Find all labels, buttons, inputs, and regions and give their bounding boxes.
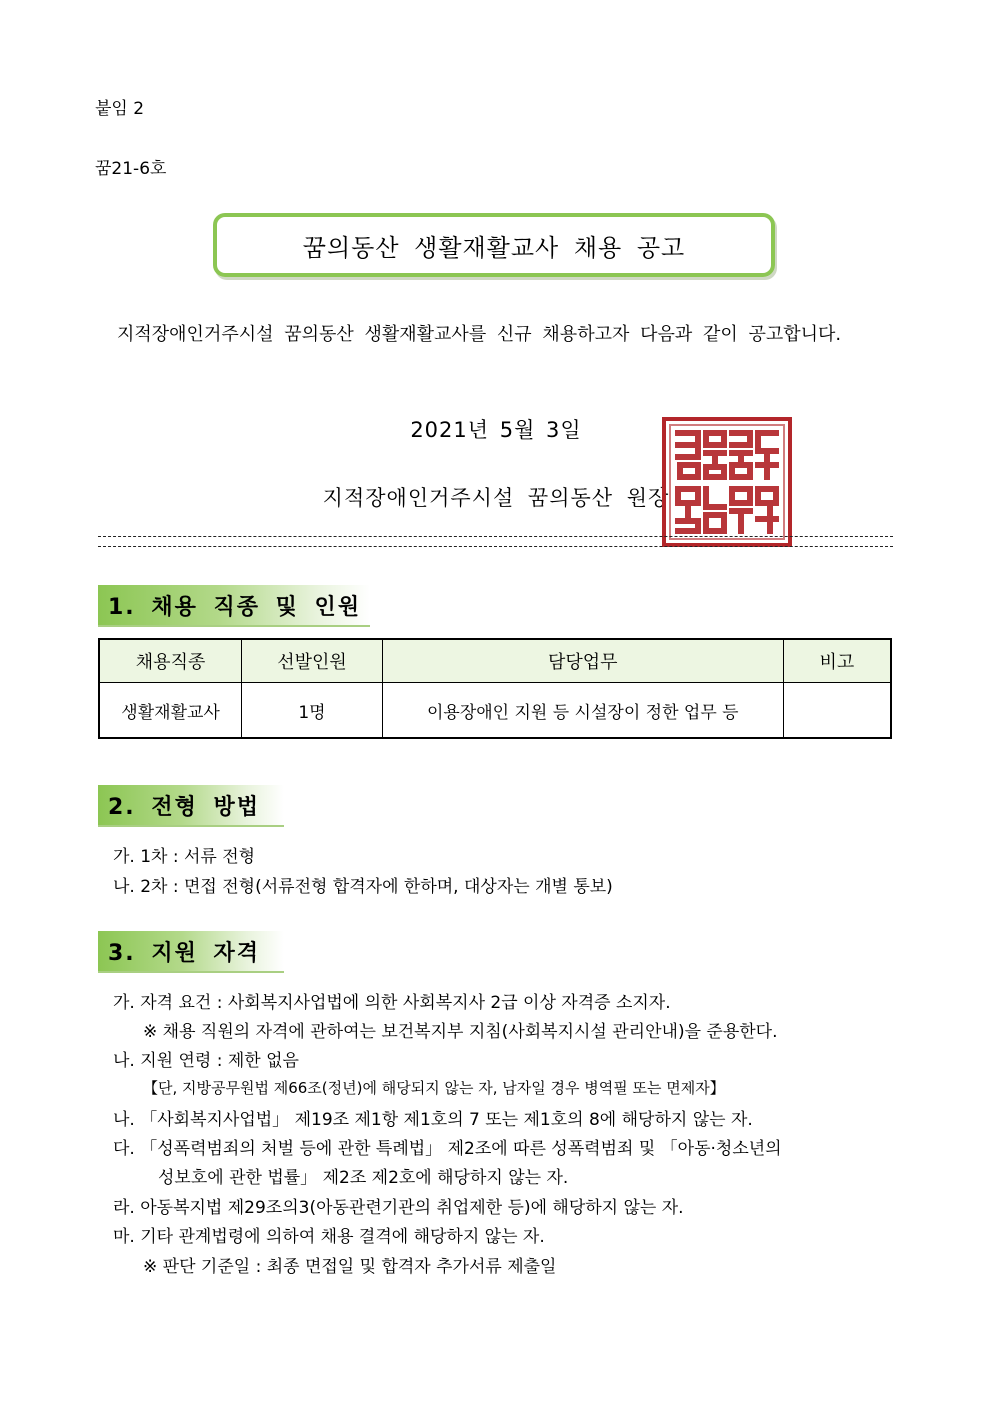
table-cell-job-type: 생활재활교사 [99, 683, 242, 739]
list-item: 라. 아동복지법 제29조의3(아동관련기관의 취업제한 등)에 해당하지 않는 자. [113, 1198, 684, 1218]
divider-line [98, 536, 893, 537]
section-2-heading: 2. 전형 방법 [98, 785, 284, 827]
list-item: 마. 기타 관계법령에 의하여 채용 결격에 해당하지 않는 자. [113, 1227, 545, 1247]
document-title: 꿈의동산 생활재활교사 채용 공고 [302, 233, 686, 262]
list-item-continuation: 성보호에 관한 법률」 제2조 제2호에 해당하지 않는 자. [158, 1168, 569, 1188]
attachment-label: 붙임 2 [95, 99, 145, 119]
table-cell-duties: 이용장애인 지원 등 시설장이 정한 업무 등 [382, 683, 783, 739]
table-cell-headcount: 1명 [242, 683, 383, 739]
list-item: 가. 1차 : 서류 전형 [113, 847, 256, 867]
official-seal-stamp [662, 417, 792, 547]
section-1-heading: 1. 채용 직종 및 인원 [98, 585, 370, 627]
divider-line [98, 546, 893, 547]
issuer-name: 지적장애인거주시설 꿈의동산 원장 [322, 486, 670, 510]
table-header-cell: 선발인원 [242, 639, 383, 683]
intro-paragraph: 지적장애인거주시설 꿈의동산 생활재활교사를 신규 채용하고자 다음과 같이 공고합니다. [117, 324, 842, 345]
list-note: ※ 채용 직원의 자격에 관하여는 보건복지부 지침(사회복지시설 관리안내)을 준용한다. [143, 1022, 778, 1042]
list-item: 다. 「성폭력범죄의 처벌 등에 관한 특례법」 제2조에 따른 성폭력범죄 및 「아동·청소년의 [113, 1139, 782, 1159]
table-cell-remarks [783, 683, 891, 739]
list-item: 나. 지원 연령 : 제한 없음 [113, 1051, 299, 1071]
list-item: 나. 「사회복지사업법」 제19조 제1항 제1호의 7 또는 제1호의 8에 해당하지 않는 자. [113, 1110, 753, 1130]
document-title-box [213, 213, 775, 277]
announcement-date: 2021년 5월 3일 [410, 418, 582, 442]
section-3-heading: 3. 지원 자격 [98, 931, 284, 973]
table-header-cell: 채용직종 [99, 639, 242, 683]
list-note: ※ 판단 기준일 : 최종 면접일 및 합격자 추가서류 제출일 [143, 1257, 557, 1277]
document-number: 꿈21-6호 [95, 159, 167, 179]
list-note: 【단, 지방공무원법 제66조(정년)에 해당되지 않는 자, 남자일 경우 병역필 또는 면제자】 [143, 1079, 725, 1097]
list-item: 나. 2차 : 면접 전형(서류전형 합격자에 한하며, 대상자는 개별 통보) [113, 877, 613, 897]
table-header-row [99, 639, 891, 683]
list-item: 가. 자격 요건 : 사회복지사업법에 의한 사회복지사 2급 이상 자격증 소지자. [113, 993, 671, 1013]
table-header-cell: 담당업무 [382, 639, 783, 683]
table-row [99, 683, 891, 739]
recruitment-table [98, 638, 892, 739]
table-header-cell: 비고 [783, 639, 891, 683]
